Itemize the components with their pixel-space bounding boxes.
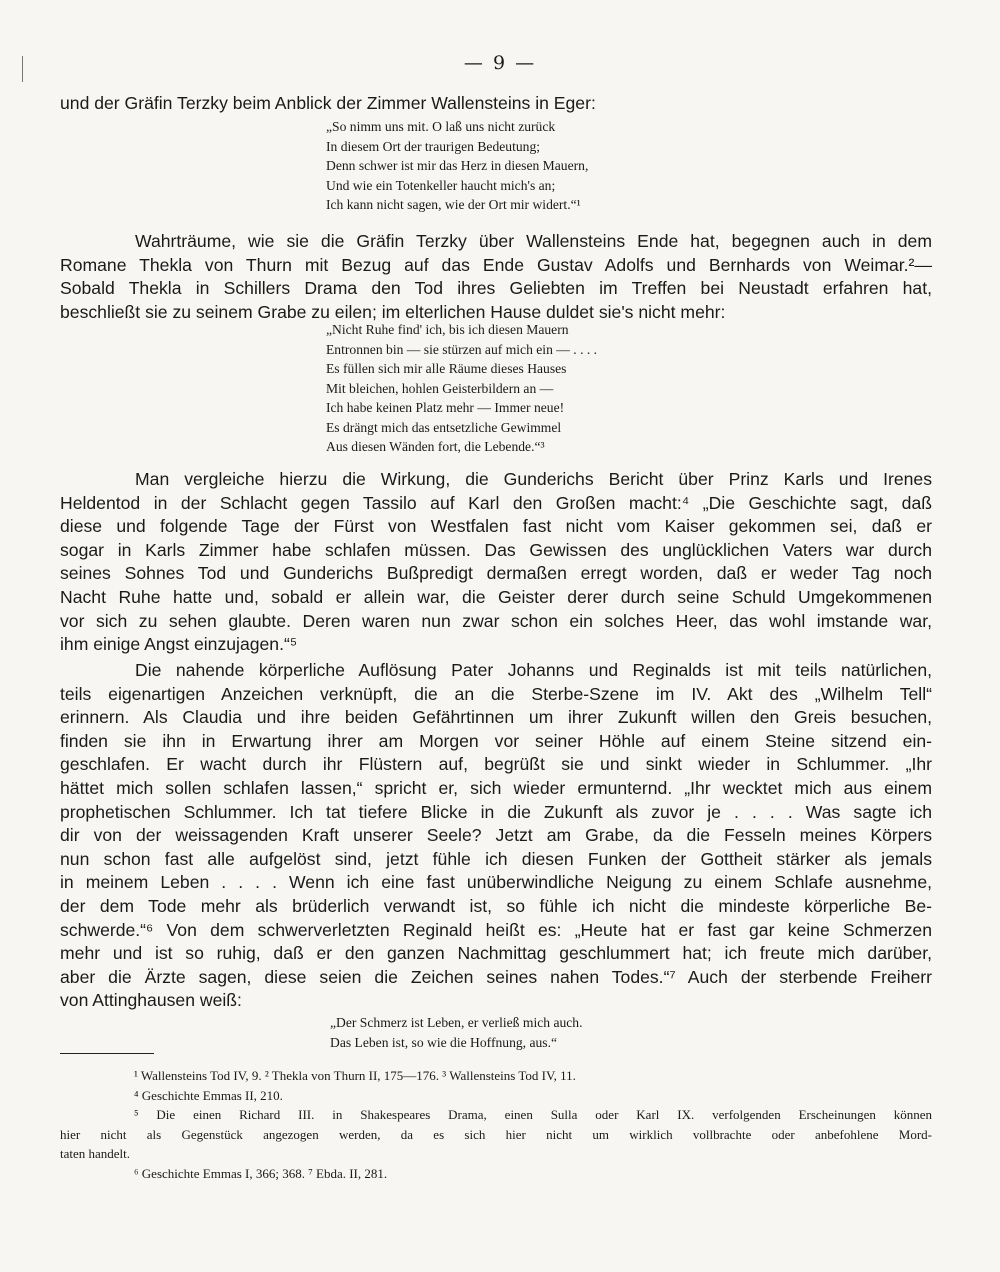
verse-line: Und wie ein Totenkeller haucht mich's an; xyxy=(326,177,556,193)
verse-line: Denn schwer ist mir das Herz in diesen Mauern, xyxy=(326,158,589,173)
verse-line: Ich habe keinen Platz mehr — Immer neue! xyxy=(326,400,565,415)
text-line: nun schon fast alle aufgelöst sind, jetzt fühle ich diesen Funken der Gottheit stärker als jemals xyxy=(60,848,932,869)
text-line: finden sie ihn in Erwartung ihrer am Morgen vor seiner Höhle auf einem Steine sitzend ein- xyxy=(60,730,932,751)
verse-line: In diesem Ort der traurigen Bedeutung; xyxy=(326,138,541,154)
text-line: Die nahende körperliche Auflösung Pater Johanns und Reginalds ist mit teils natürlichen, xyxy=(135,660,932,680)
text-line: Sobald Thekla in Schillers Drama den Tod ihres Geliebten im Treffen bei Neustadt erfahren hat, xyxy=(60,278,932,299)
text-line: geschlafen. Er wacht durch ihr Flüstern auf, begrüßt sie und sinkt wieder in Schlummer. „Ihr xyxy=(60,754,932,775)
verse-line: Ich kann nicht sagen, wie der Ort mir widert.“¹ xyxy=(326,197,581,212)
verse-line: „Nicht Ruhe find' ich, bis ich diesen Mauern xyxy=(326,322,569,337)
verse-block-1 xyxy=(326,117,588,215)
text-line: diese und folgende Tage der Fürst von Westfalen fast nicht vom Kaiser gekommen sei, daß er xyxy=(60,516,932,537)
footnote-line: taten handelt. xyxy=(60,1146,131,1161)
paragraph-4 xyxy=(60,659,932,1013)
verse-line: Entronnen bin — sie stürzen auf mich ein — . . . . xyxy=(326,341,598,357)
footnote-line: ⁵ Die einen Richard III. in Shakespeares Drama, einen Sulla oder Karl IX. verfolgenden Erscheinungen können xyxy=(134,1107,932,1122)
text-line: von Attinghausen weiß: xyxy=(60,990,242,1011)
text-line: und der Gräfin Terzky beim Anblick der Zimmer Wallensteins in Eger: xyxy=(60,93,596,113)
verse-line: Es füllen sich mir alle Räume dieses Hauses xyxy=(326,361,567,376)
text-line: seines Sohnes Tod und Gunderichs Bußpredigt dermaßen erregt worden, daß er weder Tag noch xyxy=(60,563,932,584)
paragraph-2 xyxy=(60,230,932,324)
verse-line: Aus diesen Wänden fort, die Lebende.“³ xyxy=(326,439,545,454)
text-line: schwerde.“⁶ Von dem schwerverletzten Reginald heißt es: „Heute hat er fast gar keine Schmerzen xyxy=(60,919,932,940)
text-line: erinnern. Als Claudia und ihre beiden Gefährtinnen um ihrer Zukunft willen den Greis besuchen, xyxy=(60,707,932,728)
footnote-line: ⁴ Geschichte Emmas II, 210. xyxy=(134,1087,283,1103)
verse-line: „Der Schmerz ist Leben, er verließ mich auch. xyxy=(330,1015,583,1030)
text-line: beschließt sie zu seinem Grabe zu eilen; im elterlichen Hause duldet sie's nicht mehr: xyxy=(60,301,726,322)
text-line: Wahrträume, wie sie die Gräfin Terzky über Wallensteins Ende hat, begegnen auch in dem xyxy=(135,231,932,251)
footnote-line: ⁶ Geschichte Emmas I, 366; 368. ⁷ Ebda. II, 281. xyxy=(134,1165,388,1181)
text-line: Romane Thekla von Thurn mit Bezug auf das Ende Gustav Adolfs und Bernhards von Weimar.²— xyxy=(60,254,932,275)
verse-line: Es drängt mich das entsetzliche Gewimmel xyxy=(326,419,562,435)
paragraph-3 xyxy=(60,468,932,657)
text-line: Man vergleiche hierzu die Wirkung, die Gunderichs Bericht über Prinz Karls und Irenes xyxy=(135,469,932,489)
text-line: Nacht Ruhe hatte und, sobald er allein war, die Geister derer durch seine Schuld Umgekommenen xyxy=(60,586,932,607)
paragraph-intro xyxy=(60,92,932,116)
verse-line: „So nimm uns mit. O laß uns nicht zurück xyxy=(326,119,556,134)
text-line: sogar in Karls Zimmer habe schlafen müssen. Das Gewissen des unglücklichen Vaters war durch xyxy=(60,539,932,560)
text-line: dir von der weissagenden Kraft unserer Seele? Jetzt am Grabe, da die Fesseln meines Körpers xyxy=(60,825,932,846)
text-line: teils eigenartigen Anzeichen verknüpft, die an die Sterbe-Szene im IV. Akt des „Wilhelm Tell“ xyxy=(60,683,932,704)
text-line: vor sich zu sehen glaubte. Deren waren nun zwar schon ein solches Heer, das wohl imstande war, xyxy=(60,610,932,631)
text-line: in meinem Leben . . . . Wenn ich eine fast unüberwindliche Neigung zu einem Schlafe ausnehme, xyxy=(60,872,932,893)
verse-line: Das Leben ist, so wie die Hoffnung, aus.“ xyxy=(330,1034,558,1050)
verse-line: Mit bleichen, hohlen Geisterbildern an — xyxy=(326,380,554,396)
text-line: Heldentod in der Schlacht gegen Tassilo auf Karl den Großen macht:⁴ „Die Geschichte sagt, daß xyxy=(60,492,932,513)
footnote-line: ¹ Wallensteins Tod IV, 9. ² Thekla von Thurn II, 175—176. ³ Wallensteins Tod IV, 11. xyxy=(134,1068,576,1083)
footnotes xyxy=(60,1066,932,1183)
text-line: hättet mich sollen schlafen lassen,“ spricht er, sich wieder ermunternd. „Ihr wecktet mich aus einem xyxy=(60,777,932,798)
text-line: aber die Ärzte sagen, diese seien die Zeichen seines nahen Todes.“⁷ Auch der sterbende Freiherr xyxy=(60,966,932,987)
verse-block-2 xyxy=(326,320,597,457)
text-line: prophetischen Schlummer. Ich tat tiefere Blicke in die Zukunft als zuvor je . . . . Was sagte ich xyxy=(60,801,932,822)
footnote-line: hier nicht als Gegenstück angezogen werden, da es sich hier nicht um wirklich vollbrachte oder anbefohlene Mord- xyxy=(60,1126,932,1142)
footnote-divider xyxy=(60,1053,154,1054)
text-line: der dem Tode mehr als brüderlich verwandt ist, so fühle ich nicht die mindeste körperliche Be- xyxy=(60,895,932,916)
text-line: ihm einige Angst einzujagen.“⁵ xyxy=(60,634,298,655)
page-number: — 9 — xyxy=(463,52,537,74)
verse-block-3 xyxy=(330,1013,583,1052)
text-line: mehr und ist so ruhig, daß er den ganzen Nachmittag geschlummert hat; ich freute mich darüber, xyxy=(60,943,932,964)
